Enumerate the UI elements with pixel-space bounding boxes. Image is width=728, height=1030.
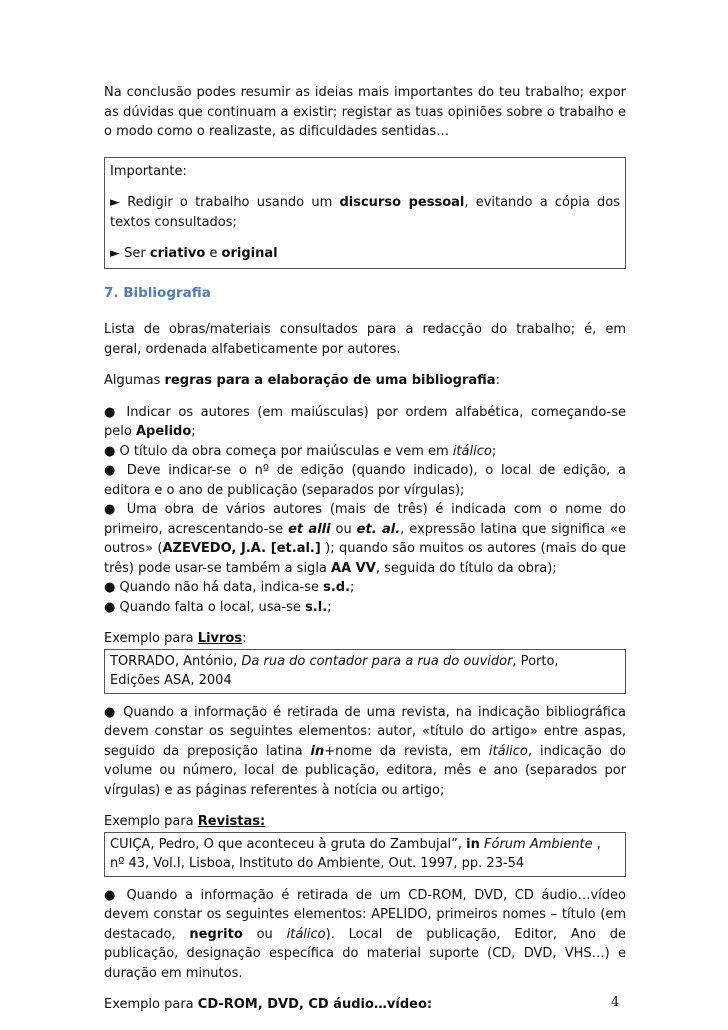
text-span: ● Quando não há data, indica-se [104,580,324,595]
text-line [104,925,626,945]
rule-item-cont [104,559,626,579]
rule-item-cont: editora e o ano de publicação (separados por vírgulas); [104,482,465,498]
bold-italic-text: et alli [288,521,331,537]
citation-line [110,835,620,855]
text-span: Algumas [104,373,165,388]
text-span: primeiro, acrescentando-se [104,521,289,537]
text-line: ● Quando a informação é retirada de uma revista, na indicação bibliográfica [104,704,626,720]
rule-item [104,578,626,598]
rules-intro [104,371,626,391]
rule-item: ● Uma obra de vários autores (mais de três) é indicada com o nome do [104,502,626,517]
text-span: , Porto, [512,653,559,669]
text-span: ► Ser [110,246,150,261]
conclusion-paragraph [104,83,626,142]
text-line: o modo como o realizaste, as dificuldades sentidas… [104,124,450,139]
media-paragraph [104,886,626,984]
document-page [104,78,626,1015]
text-line: vírgulas) e as páginas referentes à notícia ou artigo; [104,782,445,798]
text-line: volume ou número, local de publicação, editora, mês e ano (separados por [104,763,626,778]
text-span: ). Local de publicação, Editor, Ano de [325,926,626,942]
text-span: ); quando são muitos os autores (mais do que [320,541,626,556]
text-span: CUIÇA, Pedro, O que aconteceu à gruta do Zambujal”, [110,836,467,852]
text-span: ; [350,580,355,595]
text-span: destacado, [104,926,190,942]
example-magazines-box [104,832,626,877]
text-span: TORRADO, António, [110,653,242,669]
bold-text: in [466,836,480,852]
text-span: ; [191,424,196,439]
text-span: três) pode usar-se também a sigla [104,560,332,576]
page-number: 4 [611,995,620,1010]
bold-text: s.l. [305,599,328,615]
rule-item-cont [104,520,626,540]
bold-text: regras para a elaboração de uma bibliografia [164,373,496,388]
text-span: , [592,836,601,852]
example-books-label [104,629,626,649]
bold-italic-text: in [310,743,325,759]
text-span: ; [327,599,332,615]
text-span: Exemplo para [104,997,198,1012]
italic-text: itálico [452,443,492,459]
text-span: , indicação do [527,743,626,759]
text-span: ► Redigir o trabalho usando um [110,195,340,210]
bold-text: original [221,246,278,261]
text-span: outros» ( [104,541,163,556]
text-line: ● Quando a informação é retirada de um CD-ROM, DVD, CD áudio…vídeo [104,887,626,903]
rule-item [104,598,626,618]
important-item-cont: textos consultados; [110,214,237,230]
rule-item-cont [104,422,626,442]
text-line [104,742,626,762]
text-span: Exemplo para [104,631,198,646]
text-span: , evitando a cópia dos [464,195,620,210]
text-span: ● O título da obra começa por maiúsculas e vem em [104,443,453,459]
rule-item: ● Indicar os autores (em maiúsculas) por ordem alfabética, começando-se [104,404,626,420]
text-span: : [495,373,500,388]
text-span: pelo [104,424,136,439]
bold-text: Apelido [135,424,192,439]
italic-text: itálico [488,743,528,759]
citation-line: nº 43, Vol.I, Lisboa, Instituto do Ambiente, Out. 1997, pp. 23-54 [110,856,525,871]
bold-text: s.d. [323,580,351,595]
italic-text: itálico [286,926,326,942]
important-box [104,157,626,269]
bold-text: CD-ROM, DVD, CD áudio…vídeo: [197,997,433,1012]
section-heading: 7. Bibliografia [104,284,211,301]
bibliography-definition [104,320,626,359]
bold-text: AA VV [331,560,376,576]
text-line: duração em minutos. [104,965,243,981]
text-span: seguido da preposição latina [104,743,311,759]
citation-line [110,652,620,672]
example-media-label [104,995,626,1015]
text-span: +nome da revista, em [324,743,489,759]
important-item [110,244,620,264]
example-books-box [104,649,626,694]
italic-text: Da rua do contador para a rua do ouvidor [241,653,513,669]
bold-text: AZEVEDO, J.A. [et.al.] [162,541,321,556]
text-span: ; [491,443,497,459]
text-line: Lista de obras/materiais consultados para a redacção do trabalho; é, em [104,322,626,337]
rule-item-cont [104,539,626,559]
important-title: Importante: [110,163,187,179]
text-line: devem constar os seguintes elementos: APELIDO, primeiros nomes – título (em [104,907,626,922]
text-span: : [242,631,247,646]
italic-text: Fórum Ambiente [479,836,593,852]
rule-item: ● Deve indicar-se o nº de edição (quando indicado), o local de edição, a [104,463,626,478]
bold-text: discurso pessoal [339,195,465,210]
text-span: Exemplo para [104,814,198,829]
text-line: devem constar os seguintes elementos: autor, «título do artigo» entre aspas, [104,724,626,739]
text-span: , seguida do título da obra); [375,560,557,576]
rules-list [104,403,626,618]
bold-italic-text: et. al. [356,521,401,537]
text-line: as dúvidas que continuam a existir; registar as tuas opiniões sobre o trabalho e [104,104,626,120]
citation-line: Edições ASA, 2004 [110,673,232,688]
example-magazines-label [104,812,626,832]
rule-item [104,442,626,462]
text-span: ou [330,521,357,537]
bold-text: criativo [149,246,206,261]
text-span: ● Quando falta o local, usa-se [104,599,306,615]
bold-text: Livros [197,631,243,646]
text-span: e [205,246,222,261]
text-line: Na conclusão podes resumir as ideias mais importantes do teu trabalho; expor [104,85,626,100]
magazine-paragraph [104,703,626,801]
bold-text: negrito [189,926,243,942]
bold-text: Revistas: [197,814,266,829]
text-line: publicação, designação específica do material suporte (CD, DVD, VHS…) e [104,946,626,961]
important-item [110,193,620,213]
text-span: , expressão latina que significa «e [400,521,626,537]
text-span: ou [242,926,287,942]
text-line: geral, ordenada alfabeticamente por autores. [104,341,401,357]
